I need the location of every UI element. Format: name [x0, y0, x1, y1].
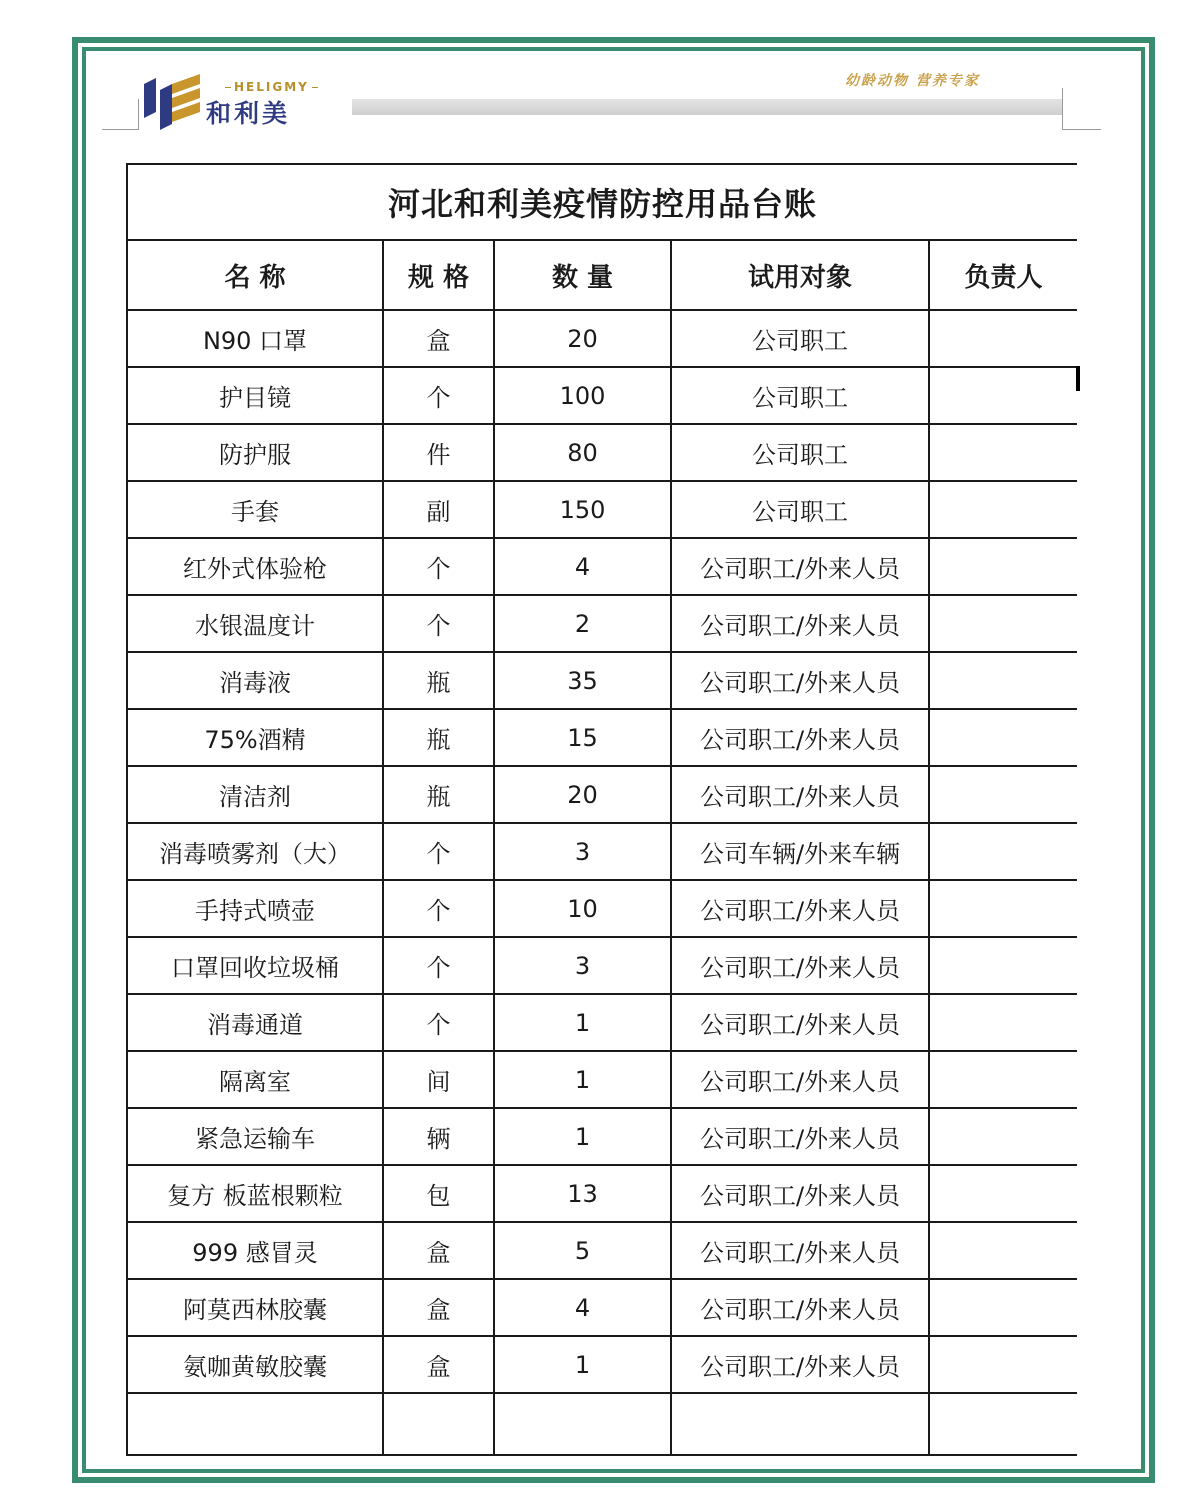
cell-empty	[671, 1393, 929, 1455]
cell-quantity: 20	[494, 766, 671, 823]
cell-target: 公司职工/外来人员	[671, 766, 929, 823]
ledger-table	[126, 163, 1077, 1456]
cell-name: 水银温度计	[127, 595, 383, 652]
logo-chinese-name: 和利美	[206, 99, 291, 128]
cell-quantity: 1	[494, 994, 671, 1051]
cell-empty	[929, 1393, 1077, 1455]
cell-target: 公司职工/外来人员	[671, 595, 929, 652]
cell-name: 999 感冒灵	[127, 1222, 383, 1279]
cell-unit: 个	[383, 880, 494, 937]
cell-unit: 瓶	[383, 766, 494, 823]
cell-unit: 个	[383, 994, 494, 1051]
cell-quantity: 4	[494, 538, 671, 595]
table-row-empty	[127, 1393, 1077, 1455]
cell-name: 75%酒精	[127, 709, 383, 766]
cell-owner	[929, 1108, 1077, 1165]
cell-name: 护目镜	[127, 367, 383, 424]
header-target: 试用对象	[671, 240, 929, 310]
cell-quantity: 150	[494, 481, 671, 538]
cell-unit: 瓶	[383, 709, 494, 766]
cell-target: 公司职工/外来人员	[671, 652, 929, 709]
cell-owner	[929, 652, 1077, 709]
cell-unit: 个	[383, 823, 494, 880]
cell-owner	[929, 880, 1077, 937]
cell-owner	[929, 595, 1077, 652]
cell-target: 公司职工/外来人员	[671, 994, 929, 1051]
table-row	[127, 481, 1077, 538]
table-row	[127, 1336, 1077, 1393]
cell-name: 阿莫西林胶囊	[127, 1279, 383, 1336]
cell-target: 公司职工/外来人员	[671, 709, 929, 766]
table-row	[127, 709, 1077, 766]
slogan: 幼龄动物 营养专家	[845, 73, 980, 89]
cell-unit: 个	[383, 367, 494, 424]
cell-unit: 副	[383, 481, 494, 538]
table-row	[127, 937, 1077, 994]
header-rule-right	[1063, 129, 1101, 130]
cell-unit: 盒	[383, 1222, 494, 1279]
cell-owner	[929, 994, 1077, 1051]
heliomy-logo-icon	[142, 74, 202, 130]
header-rule-left-vertical	[138, 99, 139, 130]
cell-owner	[929, 709, 1077, 766]
cell-unit: 盒	[383, 310, 494, 367]
cell-target: 公司职工/外来人员	[671, 880, 929, 937]
cell-empty	[494, 1393, 671, 1455]
table-row	[127, 994, 1077, 1051]
cell-quantity: 5	[494, 1222, 671, 1279]
table-row	[127, 652, 1077, 709]
cell-empty	[127, 1393, 383, 1455]
table-row	[127, 1108, 1077, 1165]
header-name: 名 称	[127, 240, 383, 310]
cell-name: 清洁剂	[127, 766, 383, 823]
cell-quantity: 80	[494, 424, 671, 481]
cell-quantity: 1	[494, 1336, 671, 1393]
cell-owner	[929, 1222, 1077, 1279]
cell-target: 公司职工/外来人员	[671, 937, 929, 994]
cell-target: 公司职工/外来人员	[671, 1165, 929, 1222]
cell-name: 口罩回收垃圾桶	[127, 937, 383, 994]
cell-owner	[929, 1279, 1077, 1336]
cell-target: 公司职工/外来人员	[671, 1051, 929, 1108]
cell-unit: 盒	[383, 1279, 494, 1336]
cell-quantity: 20	[494, 310, 671, 367]
table-row	[127, 1279, 1077, 1336]
cell-name: 防护服	[127, 424, 383, 481]
cell-target: 公司职工/外来人员	[671, 1108, 929, 1165]
table-row	[127, 538, 1077, 595]
logo-english-name: HELIGMY	[222, 80, 321, 94]
header-quantity: 数 量	[494, 240, 671, 310]
cell-name: 消毒通道	[127, 994, 383, 1051]
table-row	[127, 367, 1077, 424]
cell-name: 红外式体验枪	[127, 538, 383, 595]
header-unit: 规 格	[383, 240, 494, 310]
table-row	[127, 424, 1077, 481]
cell-owner	[929, 310, 1077, 367]
header-owner: 负责人	[929, 240, 1077, 310]
cell-owner	[929, 1336, 1077, 1393]
cell-target: 公司职工	[671, 481, 929, 538]
cell-unit: 包	[383, 1165, 494, 1222]
table-title: 河北和利美疫情防控用品台账	[127, 164, 1077, 240]
cell-unit: 个	[383, 595, 494, 652]
cell-name: 隔离室	[127, 1051, 383, 1108]
cell-target: 公司职工/外来人员	[671, 1222, 929, 1279]
cell-owner	[929, 937, 1077, 994]
cell-target: 公司职工	[671, 310, 929, 367]
cell-target: 公司职工/外来人员	[671, 1279, 929, 1336]
table-row	[127, 823, 1077, 880]
table-row	[127, 310, 1077, 367]
cell-unit: 瓶	[383, 652, 494, 709]
header-rule-right-vertical	[1062, 88, 1063, 130]
cell-quantity: 1	[494, 1108, 671, 1165]
cell-name: 紧急运输车	[127, 1108, 383, 1165]
cell-name: 复方 板蓝根颗粒	[127, 1165, 383, 1222]
cell-owner	[929, 367, 1077, 424]
cell-unit: 间	[383, 1051, 494, 1108]
table-row	[127, 1222, 1077, 1279]
cell-quantity: 35	[494, 652, 671, 709]
header-rule-left	[102, 129, 138, 130]
cell-unit: 辆	[383, 1108, 494, 1165]
cell-name: 手持式喷壶	[127, 880, 383, 937]
cell-quantity: 3	[494, 937, 671, 994]
cell-target: 公司车辆/外来车辆	[671, 823, 929, 880]
cell-name: 消毒液	[127, 652, 383, 709]
cell-target: 公司职工/外来人员	[671, 538, 929, 595]
cell-unit: 个	[383, 538, 494, 595]
table-row	[127, 595, 1077, 652]
table-row	[127, 880, 1077, 937]
cell-unit: 件	[383, 424, 494, 481]
cell-name: N90 口罩	[127, 310, 383, 367]
cell-name: 消毒喷雾剂（大）	[127, 823, 383, 880]
cell-quantity: 15	[494, 709, 671, 766]
cell-target: 公司职工	[671, 367, 929, 424]
cell-target: 公司职工	[671, 424, 929, 481]
cell-owner	[929, 538, 1077, 595]
table-header-row	[127, 240, 1077, 310]
cell-owner	[929, 481, 1077, 538]
table-row	[127, 1051, 1077, 1108]
cell-name: 手套	[127, 481, 383, 538]
cell-unit: 盒	[383, 1336, 494, 1393]
cell-quantity: 13	[494, 1165, 671, 1222]
cell-quantity: 4	[494, 1279, 671, 1336]
cell-owner	[929, 1051, 1077, 1108]
text-cursor	[1076, 366, 1080, 391]
header-bar	[352, 99, 1062, 115]
cell-target: 公司职工/外来人员	[671, 1336, 929, 1393]
cell-quantity: 2	[494, 595, 671, 652]
cell-empty	[383, 1393, 494, 1455]
cell-owner	[929, 1165, 1077, 1222]
ledger-table-container	[126, 163, 1077, 1469]
cell-quantity: 1	[494, 1051, 671, 1108]
table-row	[127, 1165, 1077, 1222]
cell-owner	[929, 766, 1077, 823]
cell-quantity: 100	[494, 367, 671, 424]
cell-quantity: 3	[494, 823, 671, 880]
cell-unit: 个	[383, 937, 494, 994]
table-row	[127, 766, 1077, 823]
cell-name: 氨咖黄敏胶囊	[127, 1336, 383, 1393]
cell-quantity: 10	[494, 880, 671, 937]
cell-owner	[929, 424, 1077, 481]
cell-owner	[929, 823, 1077, 880]
